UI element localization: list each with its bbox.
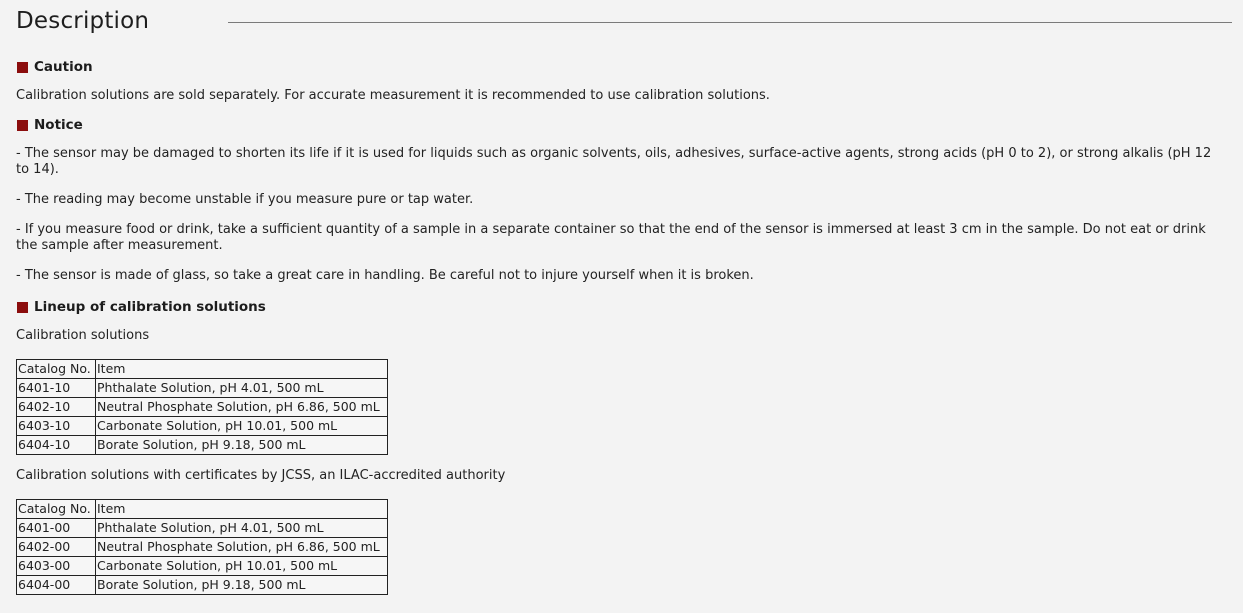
catalog-no-cell: 6401-10 bbox=[17, 379, 96, 398]
table-header-row bbox=[17, 360, 388, 379]
header-catalog-no: Catalog No. bbox=[17, 360, 96, 379]
table-row bbox=[17, 398, 388, 417]
notice-item: - The reading may become unstable if you measure pure or tap water. bbox=[16, 192, 474, 207]
item-cell: Neutral Phosphate Solution, pH 6.86, 500 mL bbox=[96, 398, 388, 417]
item-cell: Borate Solution, pH 9.18, 500 mL bbox=[96, 576, 388, 595]
catalog-no-cell: 6404-00 bbox=[17, 576, 96, 595]
table2-caption: Calibration solutions with certificates by JCSS, an ILAC-accredited authority bbox=[16, 468, 506, 483]
catalog-no-cell: 6403-10 bbox=[17, 417, 96, 436]
title-row bbox=[16, 0, 1228, 46]
table-row bbox=[17, 576, 388, 595]
table-header-row bbox=[17, 500, 388, 519]
page-title: Description bbox=[16, 8, 150, 34]
square-bullet-icon bbox=[17, 120, 28, 131]
catalog-no-cell: 6402-10 bbox=[17, 398, 96, 417]
table-row bbox=[17, 417, 388, 436]
caution-heading-label: Caution bbox=[34, 59, 93, 75]
table-row bbox=[17, 436, 388, 455]
table-row bbox=[17, 379, 388, 398]
table-row bbox=[17, 557, 388, 576]
catalog-no-cell: 6402-00 bbox=[17, 538, 96, 557]
notice-heading-label: Notice bbox=[34, 117, 83, 133]
catalog-no-cell: 6403-00 bbox=[17, 557, 96, 576]
lineup-heading bbox=[16, 298, 1228, 316]
item-cell: Carbonate Solution, pH 10.01, 500 mL bbox=[96, 557, 388, 576]
catalog-no-cell: 6401-00 bbox=[17, 519, 96, 538]
table1-caption: Calibration solutions bbox=[16, 328, 150, 343]
jcss-calibration-table bbox=[16, 499, 388, 595]
item-cell: Phthalate Solution, pH 4.01, 500 mL bbox=[96, 519, 388, 538]
item-cell: Neutral Phosphate Solution, pH 6.86, 500 mL bbox=[96, 538, 388, 557]
item-cell: Carbonate Solution, pH 10.01, 500 mL bbox=[96, 417, 388, 436]
notice-item: - If you measure food or drink, take a sufficient quantity of a sample in a separate container so that the end of the sensor is immersed at least 3 cm in the sample. Do not eat or drink the sample after measurement. bbox=[16, 222, 1206, 253]
notice-item: - The sensor is made of glass, so take a great care in handling. Be careful not to injure yourself when it is broken. bbox=[16, 268, 754, 283]
notice-item: - The sensor may be damaged to shorten its life if it is used for liquids such as organic solvents, oils, adhesives, surface-active agents, strong acids (pH 0 to 2), or strong alkalis (pH 12 to 14). bbox=[16, 146, 1212, 177]
square-bullet-icon bbox=[17, 302, 28, 313]
item-cell: Phthalate Solution, pH 4.01, 500 mL bbox=[96, 379, 388, 398]
lineup-heading-label: Lineup of calibration solutions bbox=[34, 299, 266, 315]
square-bullet-icon bbox=[17, 62, 28, 73]
header-item: Item bbox=[96, 500, 388, 519]
header-catalog-no: Catalog No. bbox=[17, 500, 96, 519]
calibration-table bbox=[16, 359, 388, 455]
catalog-no-cell: 6404-10 bbox=[17, 436, 96, 455]
notice-heading bbox=[16, 116, 1228, 134]
caution-text: Calibration solutions are sold separately. For accurate measurement it is recommended to use calibration solutions. bbox=[16, 88, 770, 103]
title-divider bbox=[228, 22, 1232, 23]
header-item: Item bbox=[96, 360, 388, 379]
caution-heading bbox=[16, 58, 1228, 76]
table-row bbox=[17, 538, 388, 557]
item-cell: Borate Solution, pH 9.18, 500 mL bbox=[96, 436, 388, 455]
table-row bbox=[17, 519, 388, 538]
description-page bbox=[16, 0, 1228, 595]
